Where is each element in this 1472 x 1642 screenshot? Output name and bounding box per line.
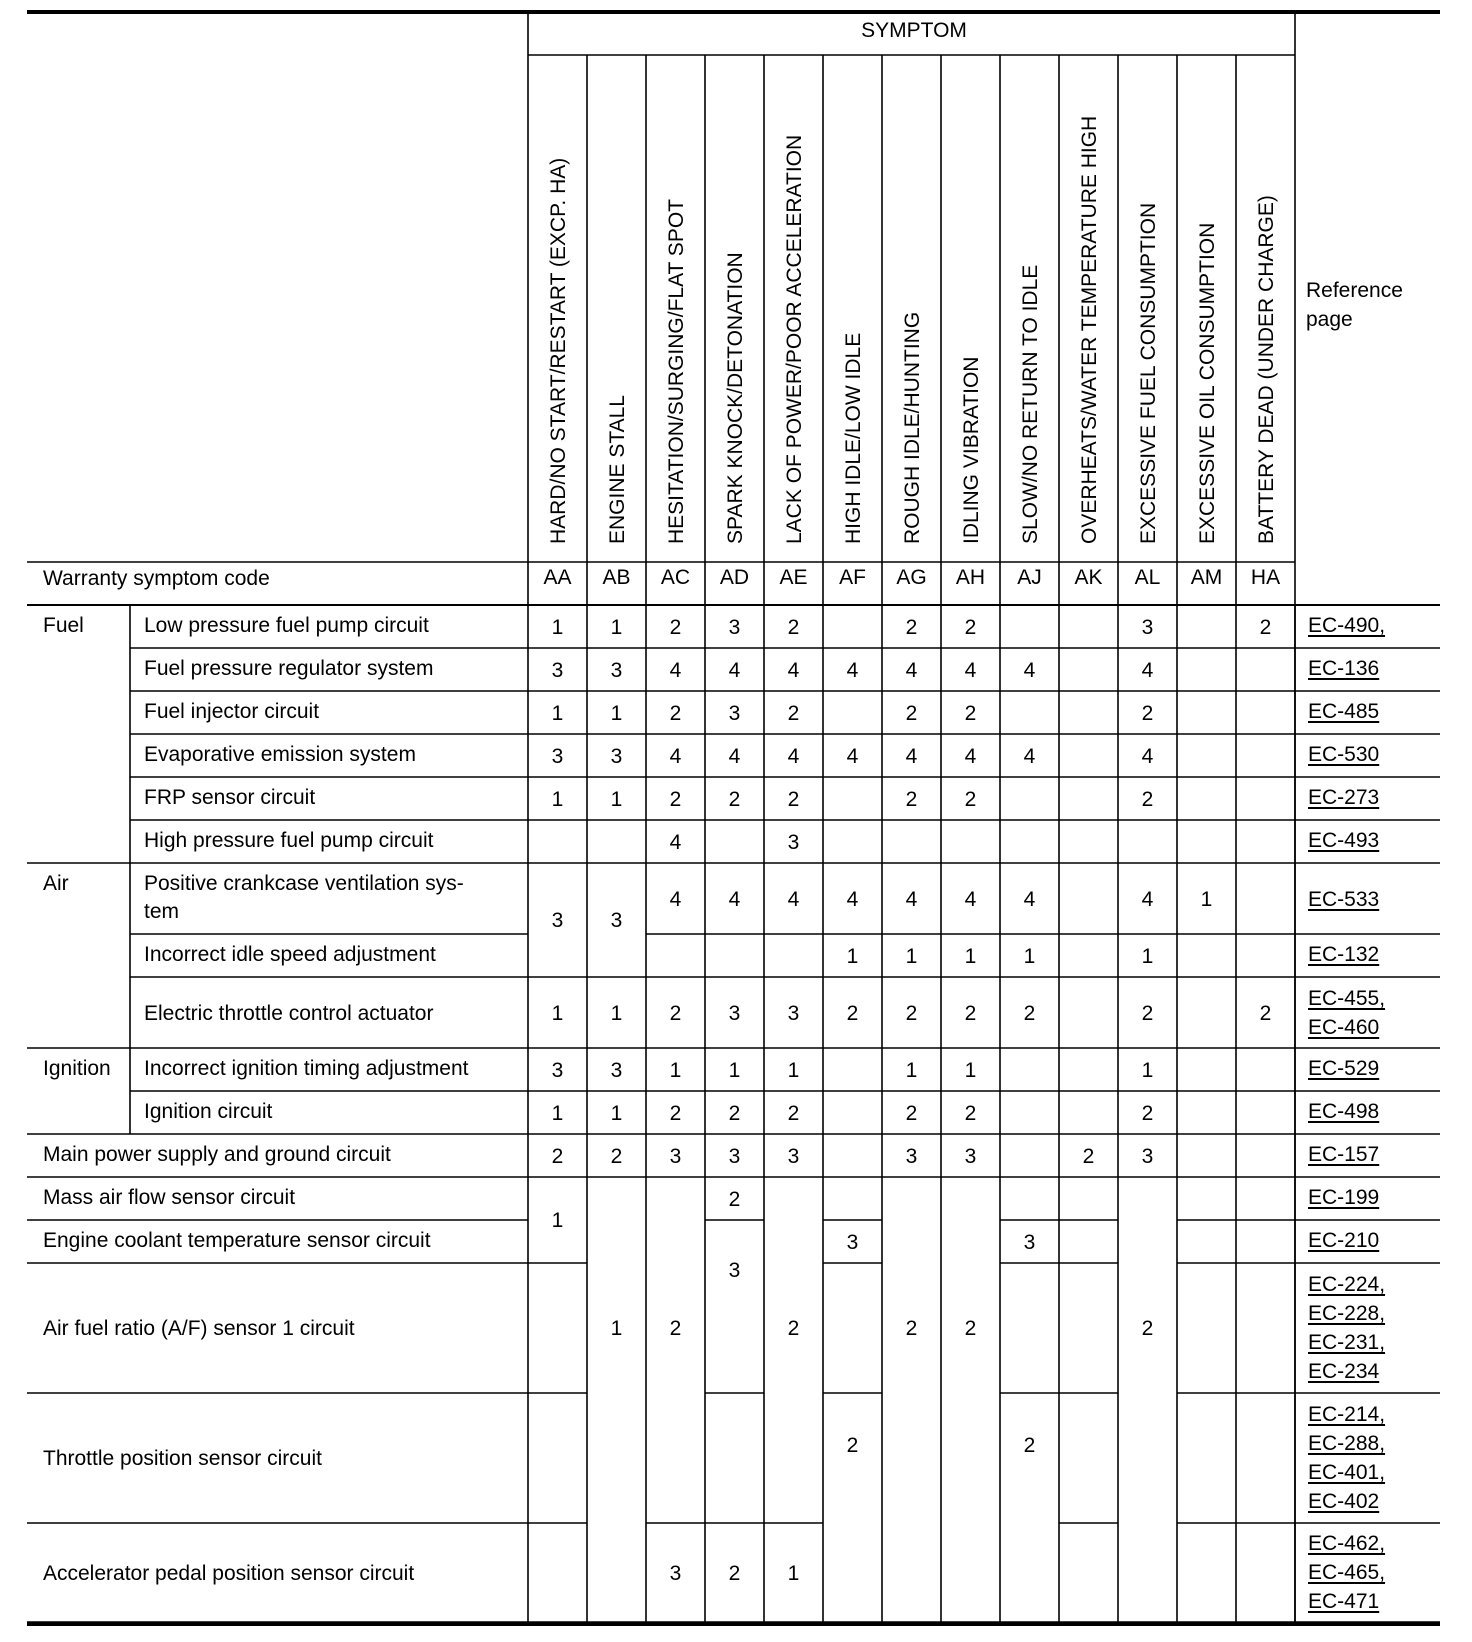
- cell-value: 4: [1141, 887, 1154, 911]
- reference-link[interactable]: EC-214,: [1308, 1403, 1386, 1426]
- cell-value: 1: [551, 1001, 564, 1025]
- cell-value: 2: [669, 1101, 682, 1125]
- cell-value: 4: [787, 887, 800, 911]
- row-label: FRP sensor circuit: [144, 786, 316, 809]
- cell-value: 4: [669, 887, 682, 911]
- cell-value: 1: [551, 615, 564, 639]
- cell-value: 2: [1023, 1434, 1036, 1457]
- symptom-code-ad: AD: [719, 566, 750, 589]
- cell-value: 1: [1023, 944, 1036, 968]
- cell-value: 4: [728, 658, 741, 682]
- cell-value: 2: [905, 615, 918, 639]
- symptom-code-ak: AK: [1074, 566, 1103, 589]
- symptom-code-af: AF: [839, 566, 866, 589]
- cell-value: 2: [728, 1101, 741, 1125]
- reference-link[interactable]: EC-231,: [1308, 1331, 1386, 1354]
- cell-value: 1: [551, 1209, 564, 1232]
- cell-value: 3: [964, 1144, 977, 1168]
- cell-value: 2: [728, 787, 741, 811]
- cell-value: 2: [846, 1434, 859, 1457]
- cell-value: 2: [787, 615, 800, 639]
- cell-value: 4: [964, 658, 977, 682]
- reference-link[interactable]: EC-490,: [1308, 614, 1386, 637]
- reference-link[interactable]: EC-530: [1308, 743, 1380, 766]
- cell-value: 1: [846, 944, 859, 968]
- cell-value: 2: [1141, 787, 1154, 811]
- symptom-code-ae: AE: [779, 566, 808, 589]
- column-header-ae: LACK OF POWER/POOR ACCELERATION: [782, 134, 806, 544]
- cell-value: 3: [610, 909, 623, 932]
- cell-value: 4: [1141, 744, 1154, 768]
- symptom-code-ah: AH: [955, 566, 986, 589]
- reference-link[interactable]: EC-157: [1308, 1143, 1380, 1166]
- cell-value: 1: [551, 787, 564, 811]
- cell-value: 2: [905, 701, 918, 725]
- symptom-code-am: AM: [1190, 566, 1223, 589]
- cell-value: 4: [728, 887, 741, 911]
- cell-value: 4: [846, 658, 859, 682]
- cell-value: 4: [669, 830, 682, 854]
- cell-value: 3: [669, 1561, 682, 1585]
- cell-value: 1: [610, 615, 623, 639]
- reference-page-heading-line1: Reference: [1306, 279, 1403, 302]
- symptom-code-al: AL: [1134, 566, 1161, 589]
- cell-value: 4: [1023, 744, 1036, 768]
- row-label: Incorrect ignition timing adjustment: [144, 1057, 469, 1080]
- reference-link[interactable]: EC-533: [1308, 887, 1380, 911]
- column-header-ha: BATTERY DEAD (UNDER CHARGE): [1254, 195, 1278, 544]
- cell-value: 2: [964, 701, 977, 725]
- cell-value: 1: [787, 1058, 800, 1082]
- cell-value: 3: [728, 1001, 741, 1025]
- cell-value: 3: [610, 1058, 623, 1082]
- cell-value: 2: [669, 787, 682, 811]
- cell-value: 4: [728, 744, 741, 768]
- cell-value: 4: [1141, 658, 1154, 682]
- reference-link[interactable]: EC-273: [1308, 786, 1380, 809]
- cell-value: 3: [787, 830, 800, 854]
- cell-value: 2: [1141, 1001, 1154, 1025]
- cell-value: 2: [551, 1144, 564, 1168]
- symptom-heading: SYMPTOM: [861, 19, 967, 42]
- cell-value: 2: [787, 1317, 800, 1340]
- row-label: Electric throttle control actuator: [144, 1001, 434, 1025]
- column-header-ab: ENGINE STALL: [605, 395, 629, 544]
- cell-value: 4: [669, 744, 682, 768]
- reference-link[interactable]: EC-493: [1308, 829, 1380, 852]
- cell-value: 2: [787, 701, 800, 725]
- cell-value: 2: [787, 787, 800, 811]
- row-label: Fuel injector circuit: [144, 700, 320, 723]
- symptom-code-ac: AC: [660, 566, 691, 589]
- column-header-aj: SLOW/NO RETURN TO IDLE: [1018, 264, 1042, 544]
- reference-link[interactable]: EC-471: [1308, 1590, 1380, 1613]
- cell-value: 2: [728, 1561, 741, 1585]
- cell-value: 1: [964, 944, 977, 968]
- cell-value: 2: [1141, 1101, 1154, 1125]
- cell-value: 3: [1023, 1230, 1036, 1254]
- row-label: Ignition circuit: [144, 1100, 273, 1123]
- symptom-code-aa: AA: [543, 566, 572, 589]
- cell-value: 3: [551, 909, 564, 932]
- cell-value: 1: [1141, 1058, 1154, 1082]
- cell-value: 2: [610, 1144, 623, 1168]
- reference-link[interactable]: EC-136: [1308, 657, 1380, 680]
- column-header-aa: HARD/NO START/RESTART (EXCP. HA): [546, 157, 570, 544]
- cell-value: 1: [964, 1058, 977, 1082]
- cell-value: 3: [728, 1144, 741, 1168]
- row-label: Low pressure fuel pump circuit: [144, 614, 429, 637]
- row-label: Evaporative emission system: [144, 743, 416, 766]
- reference-link[interactable]: EC-401,: [1308, 1461, 1386, 1484]
- cell-value: 3: [787, 1001, 800, 1025]
- row-label-line: Positive crankcase ventilation sys-: [144, 872, 464, 895]
- cell-value: 3: [846, 1230, 859, 1254]
- reference-link[interactable]: EC-234: [1308, 1360, 1380, 1383]
- row-label: Engine coolant temperature sensor circuit: [43, 1229, 431, 1252]
- cell-value: 3: [787, 1144, 800, 1168]
- cell-value: 1: [610, 1001, 623, 1025]
- column-header-ad: SPARK KNOCK/DETONATION: [723, 252, 747, 544]
- reference-link[interactable]: EC-224,: [1308, 1273, 1386, 1296]
- cell-value: 2: [905, 1317, 918, 1340]
- column-header-ag: ROUGH IDLE/HUNTING: [900, 311, 924, 544]
- warranty-symptom-code-label: Warranty symptom code: [43, 567, 270, 590]
- column-header-af: HIGH IDLE/LOW IDLE: [841, 332, 865, 544]
- cell-value: 4: [1023, 887, 1036, 911]
- cell-value: 2: [964, 787, 977, 811]
- cell-value: 2: [964, 1001, 977, 1025]
- cell-value: 2: [669, 701, 682, 725]
- cell-value: 2: [905, 787, 918, 811]
- column-header-am: EXCESSIVE OIL CONSUMPTION: [1195, 222, 1219, 544]
- column-header-ak: OVERHEATS/WATER TEMPERATURE HIGH: [1077, 115, 1101, 544]
- row-label-line: tem: [144, 900, 180, 923]
- cell-value: 2: [905, 1101, 918, 1125]
- cell-value: 2: [728, 1187, 741, 1211]
- reference-link[interactable]: EC-455,: [1308, 986, 1386, 1010]
- reference-link[interactable]: EC-529: [1308, 1057, 1380, 1080]
- cell-value: 2: [964, 1101, 977, 1125]
- cell-value: 2: [669, 615, 682, 639]
- row-label: Air fuel ratio (A/F) sensor 1 circuit: [43, 1317, 355, 1340]
- group-label-fuel: Fuel: [43, 614, 84, 637]
- column-header-al: EXCESSIVE FUEL CONSUMPTION: [1136, 202, 1160, 544]
- reference-link[interactable]: EC-402: [1308, 1490, 1380, 1513]
- cell-value: 4: [905, 658, 918, 682]
- cell-value: 2: [964, 615, 977, 639]
- row-label: Accelerator pedal position sensor circuit: [43, 1561, 415, 1585]
- cell-value: 1: [1141, 944, 1154, 968]
- symptom-code-aj: AJ: [1017, 566, 1042, 589]
- cell-value: 3: [610, 658, 623, 682]
- cell-value: 2: [1082, 1144, 1095, 1168]
- group-label-ignition: Ignition: [43, 1057, 111, 1080]
- row-label: Main power supply and ground circuit: [43, 1143, 391, 1166]
- cell-value: 3: [551, 658, 564, 682]
- cell-value: 4: [1023, 658, 1036, 682]
- reference-link[interactable]: EC-132: [1308, 943, 1380, 966]
- reference-page-heading-line2: page: [1306, 308, 1353, 331]
- symptom-code-ha: HA: [1250, 566, 1281, 589]
- reference-link[interactable]: EC-498: [1308, 1100, 1380, 1123]
- reference-link[interactable]: EC-210: [1308, 1229, 1380, 1252]
- cell-value: 2: [1141, 701, 1154, 725]
- cell-value: 2: [1023, 1001, 1036, 1025]
- cell-value: 1: [610, 701, 623, 725]
- cell-value: 2: [787, 1101, 800, 1125]
- cell-value: 4: [787, 658, 800, 682]
- cell-value: 3: [669, 1144, 682, 1168]
- cell-value: 3: [728, 701, 741, 725]
- column-header-ac: HESITATION/SURGING/FLAT SPOT: [664, 199, 688, 544]
- cell-value: 2: [846, 1001, 859, 1025]
- cell-value: 1: [669, 1058, 682, 1082]
- cell-value: 1: [905, 1058, 918, 1082]
- reference-link[interactable]: EC-199: [1308, 1186, 1380, 1209]
- reference-link[interactable]: EC-288,: [1308, 1432, 1386, 1455]
- group-label-air: Air: [43, 872, 69, 895]
- reference-link[interactable]: EC-228,: [1308, 1302, 1386, 1325]
- row-label: Throttle position sensor circuit: [43, 1447, 322, 1470]
- cell-value: 4: [964, 744, 977, 768]
- reference-link[interactable]: EC-462,: [1308, 1532, 1386, 1555]
- cell-value: 2: [669, 1001, 682, 1025]
- cell-value: 4: [905, 744, 918, 768]
- cell-value: 2: [905, 1001, 918, 1025]
- reference-link[interactable]: EC-485: [1308, 700, 1380, 723]
- cell-value: 1: [551, 1101, 564, 1125]
- cell-value: 1: [610, 787, 623, 811]
- cell-value: 4: [905, 887, 918, 911]
- cell-value: 3: [728, 615, 741, 639]
- reference-link[interactable]: EC-460: [1308, 1015, 1380, 1039]
- cell-value: 4: [787, 744, 800, 768]
- row-label: Mass air flow sensor circuit: [43, 1186, 296, 1209]
- row-label: Incorrect idle speed adjustment: [144, 943, 436, 966]
- cell-value: 2: [964, 1317, 977, 1340]
- cell-value: 1: [728, 1058, 741, 1082]
- cell-value: 1: [610, 1317, 623, 1340]
- symptom-code-ab: AB: [602, 566, 631, 589]
- column-header-ah: IDLING VIBRATION: [959, 356, 983, 544]
- cell-value: 3: [728, 1258, 741, 1282]
- row-label: Fuel pressure regulator system: [144, 657, 434, 680]
- cell-value: 2: [1259, 1001, 1272, 1025]
- cell-value: 1: [610, 1101, 623, 1125]
- cell-value: 3: [551, 744, 564, 768]
- cell-value: 1: [551, 701, 564, 725]
- cell-value: 3: [905, 1144, 918, 1168]
- cell-value: 1: [905, 944, 918, 968]
- cell-value: 4: [846, 887, 859, 911]
- cell-value: 3: [610, 744, 623, 768]
- cell-value: 2: [1259, 615, 1272, 639]
- reference-link[interactable]: EC-465,: [1308, 1561, 1386, 1584]
- cell-value: 3: [551, 1058, 564, 1082]
- cell-value: 4: [846, 744, 859, 768]
- cell-value: 4: [964, 887, 977, 911]
- cell-value: 3: [1141, 615, 1154, 639]
- cell-value: 4: [669, 658, 682, 682]
- cell-value: 2: [1141, 1317, 1154, 1340]
- cell-value: 3: [1141, 1144, 1154, 1168]
- row-label: High pressure fuel pump circuit: [144, 829, 434, 852]
- cell-value: 1: [1200, 887, 1213, 911]
- cell-value: 1: [787, 1561, 800, 1585]
- symptom-code-ag: AG: [896, 566, 927, 589]
- cell-value: 2: [669, 1317, 682, 1340]
